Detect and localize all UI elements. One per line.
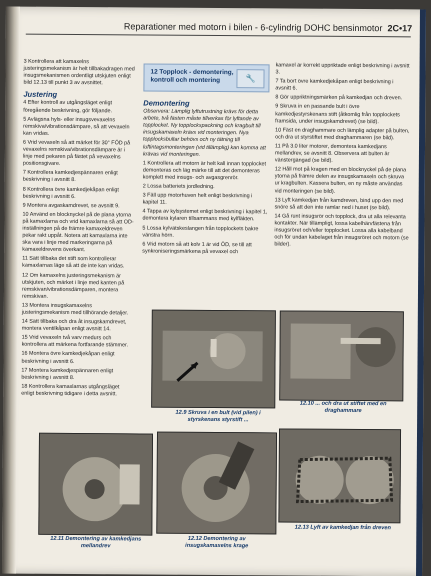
paragraph: kamaxel är korrekt uppriktade enligt beskrivning i avsnitt 3.: [275, 62, 410, 76]
page-title: Reparationer med motorn i bilen - 6-cylindrig DOHC bensinmotor: [123, 21, 383, 34]
paragraph: 9 Montera avgaskamdrevet, se avsnitt 9.: [22, 202, 120, 210]
header-rule: [26, 34, 411, 38]
paragraph: 8 Gör uppriktningsmärken på kamkedjan och dreven.: [275, 94, 403, 102]
paragraph: 10 Använd en blocknyckel på de plana ytorna på kamaxlarna och vrid kamaxlarna så att OD-inställningen på de främre kamaxeldreven pekar rakt uppåt. Notera att kamaxlarna inte ska vara i linje med markeringarna på kamaxeldrevens överkant.: [22, 211, 134, 254]
paragraph: 11 Sätt tillbaka det stift som kontrollerar kamaxlarnas läge så att de inte kan vridas.: [22, 256, 125, 270]
photo-12-11: [38, 433, 153, 536]
spanner-icon: 🔧: [236, 69, 264, 88]
paragraph: 6 Vrid vevaxeln så att märket för 30° FÖD på vevaxelns remskiva/vibrationsdämpare är i linje med pekaren på fästet på vevaxelns positionsgivare.: [22, 139, 131, 168]
paragraph: 16 Montera övre kamkedjekåpan enligt beskrivning i avsnitt 6.: [21, 351, 115, 365]
paragraph: 7 Ta bort övre kamkedjekåpan enligt beskrivning i avsnitt 6.: [275, 78, 394, 92]
paragraph: 9 Skruva in en passande bult i övre kamkedjestyrskenans stift (åtkomlig från topplockets framsida, under insugskamdrevet) (se bild).: [275, 103, 400, 125]
section-heading-justering: Justering: [23, 90, 58, 100]
paragraph: 5 Lossa kylvätskeslangen från topplockets bakre vänstra hörn.: [142, 224, 259, 239]
right-column: [274, 62, 410, 251]
section-heading-demontering: Demontering: [143, 98, 190, 108]
paragraph: 12 Håll mot på kragen med en blocknyckel på de plana ytorna på främre delen av insugskamaxeln och skruva ur kragbulten. Kassera bulten, en ny måste användas vid monteringen (se bild).: [274, 166, 407, 195]
manual-page: [2, 7, 426, 576]
photo-12-13: [278, 428, 401, 523]
page-header: [123, 21, 413, 34]
left-intro: 3 Kontrollera att kamaxelns justeringsmekanism är helt tillbakadragen med insugsmekanismen ordentligt utskjuten enligt bild 12.13 till punkt 3 av avsnittet.: [23, 58, 135, 87]
paragraph: 4 Efter kontroll av utgångsläget enligt föregående beskrivning, gör följande.: [23, 100, 113, 114]
paragraph: 7 Kontrollera kamkedjespännaren enligt beskrivning i avsnitt 8.: [22, 169, 118, 184]
paragraph: 4 Tappa av kylsystemet enligt beskrivning i kapitel 1, demontera kylaren tillsammans med kylfläkten.: [142, 208, 268, 223]
paragraph: 1 Kontrollera att motorn är helt kall innan topplocket demonteras och läg märke till att det demonteras komplett med insugs- och avgasgrenrör.: [142, 160, 267, 182]
paragraph: 13 Montera insugskamaxelns justeringsmekanism med tillhörande detaljer.: [21, 302, 129, 317]
section-title-box: [143, 64, 269, 93]
photo-12-12: [156, 432, 277, 535]
left-column: [21, 59, 135, 401]
caption-12-10: 12.10 ... och dra ut stiftet med en draghammare: [299, 400, 387, 415]
paragraph: 3 Fäll upp motorhuven helt enligt beskrivning i kapitel 11.: [142, 192, 253, 206]
paragraph: 15 Vrid vevaxeln två varv medurs och kontrollera att märkena fortfarande stämmer.: [21, 334, 129, 349]
paragraph: 17 Montera kamkedjespännaren enligt beskrivning i avsnitt 8.: [21, 367, 114, 381]
caption-12-11: 12.11 Demontering av kamkedjans mellandrev: [50, 535, 142, 550]
paragraph: 2 Lossa batteriets jordledning.: [142, 183, 215, 191]
paragraph: 12 Om kamaxelns justeringsmekanism är utskjuten, och märket i linje med kanten på remskivan/vibrationsdämparen, montera remskivan.: [21, 272, 125, 300]
paragraph: 14 Gå runt insugsrör och topplock, dra ut alla relevanta kontakter. När tillämpligt, lossa kabelhärvfästena från insugsröret och/eller topplocket. Lossa alla kabelband och för undan kabelaget från insugsröret och motorn (se bilder).: [274, 213, 409, 248]
caption-12-9: 12.9 Skruva i en bult (vid pilen) i styrskenans styrstift ...: [175, 409, 261, 424]
paragraph: 10 Fäst en draghammare och lämplig adapter på bulten, och dra ut styrstiftet med draghammaren (se bild).: [275, 127, 410, 142]
paragraph: 13 Lyft kamkedjan från kamdreven, bind upp den med snöre så att den inte ramlar ned i huset (se bild).: [274, 197, 404, 211]
paragraph: 5 Avlägsna hyls- eller insugsvevaxelns remskiva/vibrationsdämpare, så att vevaxeln kan vridas.: [23, 116, 130, 137]
middle-column: [142, 96, 268, 259]
note-paragraph: Observera: Lämplig lyftutrustning krävs för detta arbete, två fästen måste tillverkas för lyftande av topplocket. Ny topplockspackning och kragbult till insugskamaxeln krävs vid monteringen. Nya topplocksbultar behövs och ny tätning till luftintagsmonteringen (vid tillämplig) kan komma att krävas vid monteringen.: [142, 108, 266, 158]
paragraph: 8 Kontrollera övre kamkedjekåpan enligt beskrivning i avsnitt 6.: [22, 186, 119, 200]
book-cover-edge: [416, 9, 426, 576]
caption-12-12: 12.12 Demontering av insugskamaxelns krage: [185, 535, 249, 550]
paragraph: 11 På 3.0 liter motorer, demontera kamkedjans mellandrev, se avsnitt 8. Observera att bulten är vänstergängad (se bild).: [274, 143, 390, 164]
photo-12-9: [151, 310, 276, 409]
page-number: 2C•17: [387, 23, 413, 34]
caption-12-13: 12.13 Lyft av kamkedjan från dreven: [294, 524, 391, 532]
paragraph: 18 Kontrollera kamaxlarnas utgångsläget enligt beskrivning tidigare i detta avsnitt.: [21, 383, 120, 398]
photo-12-10: [279, 310, 404, 401]
book-binding: [2, 7, 20, 574]
paragraph: 6 Vrid motorn så att kolv 1 är vid ÖD, se till att synkroniseringsmärkena på vevaxel och: [142, 241, 252, 255]
paragraph: 14 Sätt tillbaka och dra åt insugskamdrevet, montera ventilkåpan enligt avsnitt 14.: [21, 318, 127, 333]
section-title: 12 Topplock - demontering, kontroll och montering: [150, 68, 234, 84]
